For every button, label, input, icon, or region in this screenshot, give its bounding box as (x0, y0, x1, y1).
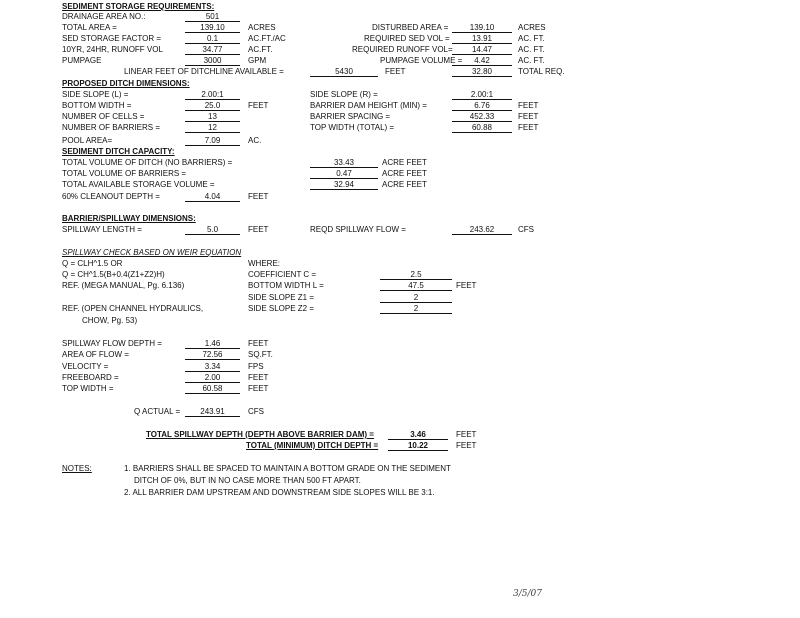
freeboard-label: FREEBOARD = (62, 373, 119, 382)
side-slope-l-label: SIDE SLOPE (L) = (62, 90, 129, 99)
barriers-volume-unit: ACRE FEET (382, 169, 427, 178)
side-slope-r-value: 2.00:1 (452, 90, 512, 100)
total-spillway-depth-label: TOTAL SPILLWAY DEPTH (DEPTH ABOVE BARRIER DAM) = (146, 430, 374, 439)
cleanout-depth-label: 60% CLEANOUT DEPTH = (62, 192, 160, 201)
side-slope-r-label: SIDE SLOPE (R) = (310, 90, 378, 99)
where-label: WHERE: (248, 259, 280, 268)
coefficient-value: 2.5 (380, 270, 452, 280)
runoff-vol-unit: AC.FT. (248, 45, 273, 54)
req-sed-vol-value: 13.91 (452, 34, 512, 44)
q-actual-value: 243.91 (185, 407, 240, 417)
pumpage-volume-value: 4.42 (452, 56, 512, 66)
cells-value: 13 (185, 112, 240, 122)
notes-label: NOTES: (62, 464, 92, 473)
barrier-spacing-unit: FEET (518, 112, 539, 121)
req-runoff-value: 14.47 (452, 45, 512, 55)
flow-depth-label: SPILLWAY FLOW DEPTH = (62, 339, 162, 348)
velocity-value: 3.34 (185, 362, 240, 372)
req-sed-vol-unit: AC. FT. (518, 34, 545, 43)
barrier-spacing-label: BARRIER SPACING = (310, 112, 391, 121)
bottom-width-value: 25.0 (185, 101, 240, 111)
top-width-total-value: 60.88 (452, 123, 512, 133)
sed-factor-unit: AC.FT./AC (248, 34, 286, 43)
barriers-volume-label: TOTAL VOLUME OF BARRIERS = (62, 169, 187, 178)
total-area-unit: ACRES (248, 23, 276, 32)
pumpage-unit: GPM (248, 56, 267, 65)
total-ditch-volume-unit: ACRE FEET (382, 158, 427, 167)
total-area-label: TOTAL AREA = (62, 23, 117, 32)
velocity-label: VELOCITY = (62, 362, 109, 371)
spillway-length-label: SPILLWAY LENGTH = (62, 225, 142, 234)
total-ditch-volume-label: TOTAL VOLUME OF DITCH (NO BARRIERS) = (62, 158, 233, 167)
linear-feet-unit: FEET (385, 67, 406, 76)
barriers-volume-value: 0.47 (310, 169, 378, 179)
disturbed-area-unit: ACRES (518, 23, 546, 32)
side-slope-z2-label: SIDE SLOPE Z2 = (248, 304, 315, 313)
top-width-total-unit: FEET (518, 123, 539, 132)
top-width-label: TOP WIDTH = (62, 384, 114, 393)
coefficient-label: COEFFICIENT C = (248, 270, 317, 279)
side-slope-z2-value: 2 (380, 304, 452, 314)
req-runoff-label: REQUIRED RUNOFF VOL= (352, 45, 453, 54)
runoff-vol-label: 10YR, 24HR, RUNOFF VOL (62, 45, 163, 54)
top-width-value: 60.58 (185, 384, 240, 394)
spillway-length-unit: FEET (248, 225, 269, 234)
bottom-width-label: BOTTOM WIDTH = (62, 101, 132, 110)
capacity-heading: SEDIMENT DITCH CAPACITY: (62, 147, 175, 156)
top-width-unit: FEET (248, 384, 269, 393)
note-1-line-1: 1. BARRIERS SHALL BE SPACED TO MAINTAIN A BOTTOM GRADE ON THE SEDIMENT (124, 464, 451, 473)
spillway-length-value: 5.0 (185, 225, 240, 235)
barriers-label: NUMBER OF BARRIERS = (62, 123, 161, 132)
freeboard-unit: FEET (248, 373, 269, 382)
pool-area-value: 7.09 (185, 136, 240, 146)
top-width-total-label: TOP WIDTH (TOTAL) = (310, 123, 395, 132)
q-actual-unit: CFS (248, 407, 264, 416)
runoff-vol-value: 34.77 (185, 45, 240, 55)
reference-chow: CHOW, Pg. 53) (82, 316, 138, 325)
pumpage-volume-label: PUMPAGE VOLUME = (380, 56, 463, 65)
velocity-unit: FPS (248, 362, 264, 371)
available-storage-label: TOTAL AVAILABLE STORAGE VOLUME = (62, 180, 215, 189)
reqd-flow-unit: CFS (518, 225, 534, 234)
bottom-width-l-value: 47.5 (380, 281, 452, 291)
barrier-height-value: 6.76 (452, 101, 512, 111)
total-ditch-volume-value: 33.43 (310, 158, 378, 168)
flow-area-label: AREA OF FLOW = (62, 350, 129, 359)
flow-depth-unit: FEET (248, 339, 269, 348)
spillway-heading: BARRIER/SPILLWAY DIMENSIONS: (62, 214, 196, 223)
barrier-height-label: BARRIER DAM HEIGHT (MIN) = (310, 101, 427, 110)
linear-feet-label: LINEAR FEET OF DITCHLINE AVAILABLE = (124, 67, 284, 76)
freeboard-value: 2.00 (185, 373, 240, 383)
handwritten-date: 3/5/07 (513, 589, 542, 599)
sed-factor-label: SED STORAGE FACTOR = (62, 34, 162, 43)
side-slope-z1-value: 2 (380, 293, 452, 303)
note-2: 2. ALL BARRIER DAM UPSTREAM AND DOWNSTREAM SIDE SLOPES WILL BE 3:1. (124, 488, 435, 497)
pumpage-value: 3000 (185, 56, 240, 66)
storage-heading: SEDIMENT STORAGE REQUIREMENTS: (62, 2, 215, 11)
weir-equation-1: Q = CLH^1.5 OR (62, 259, 123, 268)
total-req-value: 32.80 (452, 67, 512, 77)
reqd-flow-label: REQD SPILLWAY FLOW = (310, 225, 406, 234)
pumpage-label: PUMPAGE (62, 56, 102, 65)
weir-heading: SPILLWAY CHECK BASED ON WEIR EQUATION (62, 248, 242, 257)
req-runoff-unit: AC. FT. (518, 45, 545, 54)
side-slope-l-value: 2.00:1 (185, 90, 240, 100)
cleanout-depth-value: 4.04 (185, 192, 240, 202)
available-storage-unit: ACRE FEET (382, 180, 427, 189)
barrier-height-unit: FEET (518, 101, 539, 110)
total-spillway-depth-unit: FEET (456, 430, 477, 439)
flow-depth-value: 1.46 (185, 339, 240, 349)
total-spillway-depth-value: 3.46 (388, 430, 448, 440)
q-actual-label: Q ACTUAL = (134, 407, 181, 416)
barrier-spacing-value: 452.33 (452, 112, 512, 122)
pumpage-volume-unit: AC. FT. (518, 56, 545, 65)
total-area-value: 139.10 (185, 23, 240, 33)
pool-area-unit: AC. (248, 136, 262, 145)
reference-open-channel: REF. (OPEN CHANNEL HYDRAULICS, (62, 304, 204, 313)
ditch-heading: PROPOSED DITCH DIMENSIONS: (62, 79, 190, 88)
linear-feet-value: 5430 (310, 67, 378, 77)
weir-equation-2: Q = CH^1.5(B+0.4(Z1+Z2)H) (62, 270, 165, 279)
reqd-flow-value: 243.62 (452, 225, 512, 235)
pool-area-label: POOL AREA= (62, 136, 113, 145)
min-ditch-depth-unit: FEET (456, 441, 477, 450)
min-ditch-depth-value: 10.22 (388, 441, 448, 451)
available-storage-value: 32.94 (310, 180, 378, 190)
min-ditch-depth-label: TOTAL (MINIMUM) DITCH DEPTH = (246, 441, 379, 450)
drainage-area-label: DRAINAGE AREA NO.: (62, 12, 146, 21)
disturbed-area-value: 139.10 (452, 23, 512, 33)
total-req-label: TOTAL REQ. (518, 67, 565, 76)
disturbed-area-label: DISTURBED AREA = (372, 23, 449, 32)
sed-factor-value: 0.1 (185, 34, 240, 44)
bottom-width-l-label: BOTTOM WIDTH L = (248, 281, 324, 290)
side-slope-z1-label: SIDE SLOPE Z1 = (248, 293, 315, 302)
cells-label: NUMBER OF CELLS = (62, 112, 145, 121)
note-1-line-2: DITCH OF 0%, BUT IN NO CASE MORE THAN 500 FT APART. (134, 476, 361, 485)
flow-area-unit: SQ.FT. (248, 350, 273, 359)
barriers-value: 12 (185, 123, 240, 133)
bottom-width-unit: FEET (248, 101, 269, 110)
bottom-width-l-unit: FEET (456, 281, 477, 290)
cleanout-depth-unit: FEET (248, 192, 269, 201)
drainage-area-value: 501 (185, 12, 240, 22)
reference-mega-manual: REF. (MEGA MANUAL, Pg. 6.136) (62, 281, 185, 290)
flow-area-value: 72.56 (185, 350, 240, 360)
req-sed-vol-label: REQUIRED SED VOL = (364, 34, 450, 43)
